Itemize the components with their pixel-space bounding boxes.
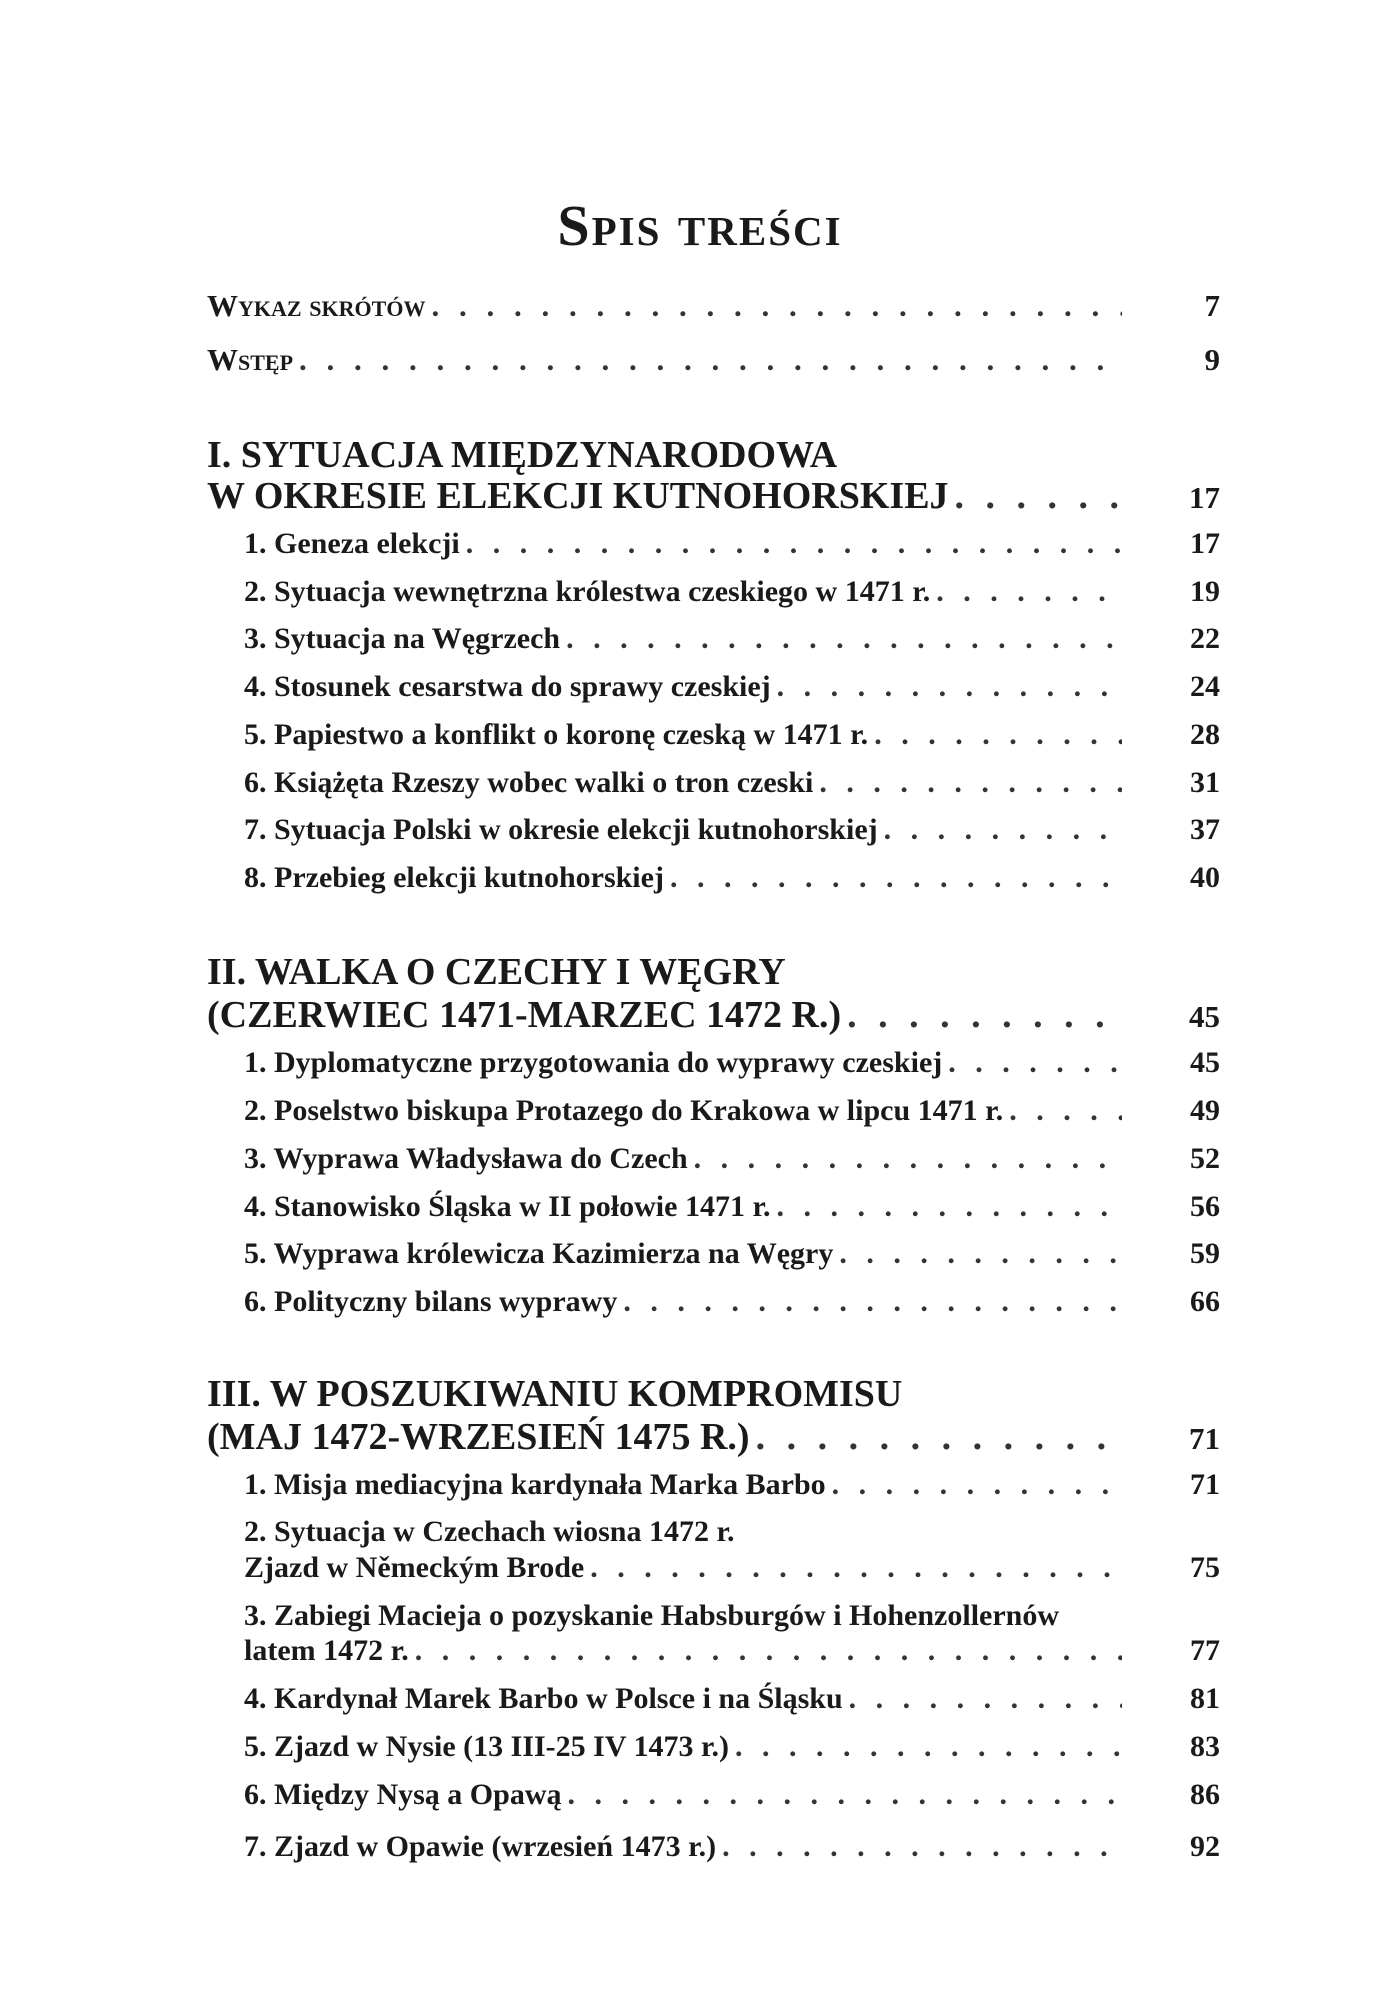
toc-section [244, 1142, 1220, 1176]
entry-page: 56 [1190, 1190, 1220, 1223]
leader-dots [936, 575, 1122, 609]
chapter-2-heading-line1: II. WALKA O CZECHY I WĘGRY [207, 951, 786, 993]
chapter-2-heading [207, 993, 1220, 1037]
entry-label: 8. Przebieg elekcji kutnohorskiej [244, 861, 664, 894]
entry-page: 7 [1204, 288, 1220, 323]
entry-label: 1. Misja mediacyjna kardynała Marka Barbo [244, 1468, 826, 1501]
entry-label: 4. Stanowisko Śląska w II połowie 1471 r. [244, 1190, 771, 1223]
leader-dots [670, 861, 1122, 895]
leader-dots [415, 1634, 1122, 1668]
entry-page: 71 [1190, 1468, 1220, 1501]
entry-page: 71 [1189, 1421, 1220, 1456]
chapter-1-heading [207, 474, 1220, 518]
leader-dots [431, 288, 1122, 324]
entry-page: 17 [1189, 480, 1220, 515]
entry-page: 52 [1190, 1142, 1220, 1175]
toc-section-line1: 3. Zabiegi Macieja o pozyskanie Habsburgów i Hohenzollernów [244, 1599, 1060, 1632]
toc-entry-abbreviations [207, 288, 1220, 324]
toc-section [244, 575, 1220, 609]
leader-dots [874, 718, 1122, 752]
entry-label: 4. Stosunek cesarstwa do sprawy czeskiej [244, 670, 771, 703]
chapter-1-heading-line1: I. SYTUACJA MIĘDZYNARODOWA [207, 434, 838, 476]
leader-dots [777, 1190, 1122, 1224]
toc-section [244, 527, 1220, 561]
entry-label: 1. Dyplomatyczne przygotowania do wyprawy czeskiej [244, 1046, 943, 1079]
toc-section [244, 1046, 1220, 1080]
entry-label: 6. Książęta Rzeszy wobec walki o tron czeski [244, 766, 814, 799]
toc-section-line1: 2. Sytuacja w Czechach wiosna 1472 r. [244, 1515, 735, 1548]
entry-page: 45 [1189, 999, 1220, 1034]
entry-label: Wykaz skrótów [207, 288, 426, 323]
toc-section [244, 1285, 1220, 1319]
entry-page: 37 [1190, 813, 1220, 846]
entry-page: 19 [1190, 575, 1220, 608]
entry-label: 5. Papiestwo a konflikt o koronę czeską w 1471 r. [244, 718, 869, 751]
entry-label: 5. Zjazd w Nysie (13 III-25 IV 1473 r.) [244, 1730, 730, 1763]
entry-label: 6. Między Nysą a Opawą [244, 1778, 562, 1811]
toc-section [244, 1778, 1220, 1812]
entry-page: 66 [1190, 1285, 1220, 1318]
entry-page: 83 [1190, 1730, 1220, 1763]
entry-label: Wstęp [207, 342, 294, 377]
toc-section [244, 1468, 1220, 1502]
entry-label: 2. Sytuacja wewnętrzna królestwa czeskiego w 1471 r. [244, 575, 931, 608]
entry-page: 92 [1190, 1830, 1220, 1863]
entry-page: 49 [1190, 1094, 1220, 1127]
chapter-1-heading-line2: W OKRESIE ELEKCJI KUTNOHORSKIEJ [207, 475, 949, 517]
entry-page: 24 [1190, 670, 1220, 703]
toc-section [244, 1682, 1220, 1716]
toc-section [244, 1551, 1220, 1585]
toc-section [244, 622, 1220, 656]
toc-section [244, 813, 1220, 847]
leader-dots [735, 1730, 1122, 1764]
entry-page: 81 [1190, 1682, 1220, 1715]
toc-section [244, 1237, 1220, 1271]
chapter-3-heading [207, 1415, 1220, 1459]
leader-dots [955, 474, 1122, 518]
leader-dots [568, 1778, 1123, 1812]
leader-dots [694, 1142, 1122, 1176]
toc-section [244, 766, 1220, 800]
leader-dots [722, 1830, 1122, 1864]
entry-label: 1. Geneza elekcji [244, 527, 460, 560]
leader-dots [849, 1682, 1122, 1716]
leader-dots [819, 766, 1122, 800]
leader-dots [948, 1046, 1122, 1080]
leader-dots [299, 342, 1122, 378]
entry-label: 3. Sytuacja na Węgrzech [244, 622, 561, 655]
entry-page: 40 [1190, 861, 1220, 894]
toc-section [244, 861, 1220, 895]
leader-dots [623, 1285, 1122, 1319]
chapter-2-heading-line2: (CZERWIEC 1471-MARZEC 1472 R.) [207, 994, 842, 1036]
entry-page: 28 [1190, 718, 1220, 751]
entry-page: 45 [1190, 1046, 1220, 1079]
leader-dots [466, 527, 1122, 561]
entry-label: 7. Zjazd w Opawie (wrzesień 1473 r.) [244, 1830, 717, 1863]
entry-label: 4. Kardynał Marek Barbo w Polsce i na Śląsku [244, 1682, 843, 1715]
page-title: Spis treści [557, 193, 843, 258]
entry-page: 75 [1190, 1551, 1220, 1584]
entry-page: 86 [1190, 1778, 1220, 1811]
toc-section [244, 1634, 1220, 1668]
toc-section [244, 1730, 1220, 1764]
entry-page: 9 [1204, 342, 1220, 377]
entry-page: 59 [1190, 1237, 1220, 1270]
entry-page: 17 [1190, 527, 1220, 560]
toc-entry-introduction [207, 342, 1220, 378]
toc-section [244, 1190, 1220, 1224]
leader-dots [590, 1551, 1122, 1585]
entry-label: Zjazd w Německým Brode [244, 1551, 585, 1584]
chapter-3-heading-line1: III. W POSZUKIWANIU KOMPROMISU [207, 1373, 903, 1415]
entry-label: 6. Polityczny bilans wyprawy [244, 1285, 618, 1318]
toc-section [244, 718, 1220, 752]
leader-dots [756, 1415, 1122, 1459]
entry-label: 5. Wyprawa królewicza Kazimierza na Węgry [244, 1237, 834, 1270]
leader-dots [777, 670, 1122, 704]
leader-dots [1009, 1094, 1122, 1128]
toc-section [244, 1830, 1220, 1864]
chapter-3-heading-line2: (MAJ 1472-WRZESIEŃ 1475 R.) [207, 1416, 750, 1458]
toc-section [244, 670, 1220, 704]
entry-page: 77 [1190, 1634, 1220, 1667]
entry-label: 7. Sytuacja Polski w okresie elekcji kutnohorskiej [244, 813, 878, 846]
leader-dots [884, 813, 1122, 847]
leader-dots [847, 993, 1122, 1037]
entry-label: 2. Poselstwo biskupa Protazego do Krakowa w lipcu 1471 r. [244, 1094, 1004, 1127]
entry-page: 22 [1190, 622, 1220, 655]
leader-dots [839, 1237, 1122, 1271]
entry-page: 31 [1190, 766, 1220, 799]
entry-label: 3. Wyprawa Władysława do Czech [244, 1142, 688, 1175]
entry-label: latem 1472 r. [244, 1634, 409, 1667]
toc-section [244, 1094, 1220, 1128]
leader-dots [832, 1468, 1122, 1502]
leader-dots [566, 622, 1122, 656]
